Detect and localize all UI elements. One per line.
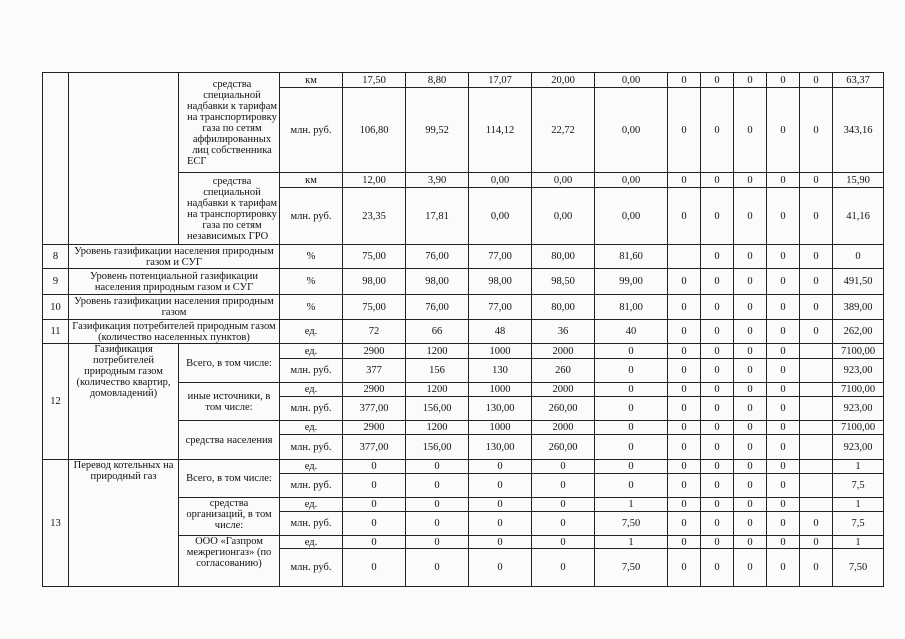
value-cell: 12,00 [343, 173, 406, 188]
table-row [43, 295, 884, 320]
value-cell: 0 [701, 245, 734, 269]
value-cell: 0 [668, 295, 701, 320]
name-cell-empty [69, 73, 179, 245]
value-cell: 0 [701, 73, 734, 88]
value-cell: 0 [595, 383, 668, 397]
total-cell: 389,00 [833, 295, 884, 320]
value-cell: 377 [343, 359, 406, 383]
value-cell: 0 [701, 88, 734, 173]
total-cell: 15,90 [833, 173, 884, 188]
value-cell: 0 [668, 460, 701, 474]
value-cell [800, 435, 833, 460]
unit-cell: ед. [280, 460, 343, 474]
unit-cell: ед. [280, 344, 343, 359]
value-cell: 0 [734, 536, 767, 549]
value-cell: 0 [343, 536, 406, 549]
index-cell-empty [43, 73, 69, 245]
value-cell: 0 [734, 320, 767, 344]
value-cell: 17,07 [469, 73, 532, 88]
value-cell: 0,00 [469, 173, 532, 188]
value-cell [800, 421, 833, 435]
unit-cell: млн. руб. [280, 512, 343, 536]
value-cell: 0 [734, 269, 767, 295]
value-cell: 0 [800, 173, 833, 188]
row-number: 8 [43, 245, 69, 269]
value-cell: 0 [767, 498, 800, 512]
value-cell: 0 [668, 512, 701, 536]
value-cell: 77,00 [469, 295, 532, 320]
value-cell: 0 [406, 474, 469, 498]
value-cell: 0 [734, 435, 767, 460]
value-cell: 0 [668, 73, 701, 88]
value-cell: 0 [701, 421, 734, 435]
value-cell: 0,00 [532, 188, 595, 245]
total-cell: 491,50 [833, 269, 884, 295]
value-cell: 130 [469, 359, 532, 383]
value-cell: 0 [701, 512, 734, 536]
value-cell: 2900 [343, 383, 406, 397]
value-cell: 1200 [406, 383, 469, 397]
row-label: Газификация потребителей природным газом (количество населенных пунктов) [69, 320, 280, 344]
table-row [43, 73, 884, 88]
value-cell: 20,00 [532, 73, 595, 88]
total-cell: 63,37 [833, 73, 884, 88]
value-cell: 0 [406, 498, 469, 512]
row-label: Газификация потребителей природным газом (количество квартир, домовладений) [69, 344, 179, 460]
value-cell: 23,35 [343, 188, 406, 245]
value-cell: 99,00 [595, 269, 668, 295]
value-cell: 81,60 [595, 245, 668, 269]
value-cell: 17,81 [406, 188, 469, 245]
value-cell: 0,00 [595, 188, 668, 245]
value-cell: 0 [701, 173, 734, 188]
value-cell: 0 [767, 512, 800, 536]
value-cell: 0 [767, 269, 800, 295]
unit-cell: млн. руб. [280, 435, 343, 460]
value-cell: 0 [668, 344, 701, 359]
value-cell: 2000 [532, 344, 595, 359]
value-cell: 0 [469, 549, 532, 587]
value-cell: 0 [668, 383, 701, 397]
value-cell: 7,50 [595, 512, 668, 536]
value-cell: 1000 [469, 344, 532, 359]
value-cell: 0 [406, 460, 469, 474]
value-cell: 0 [800, 269, 833, 295]
value-cell: 0 [406, 549, 469, 587]
value-cell [800, 359, 833, 383]
row-label: средства специальной надбавки к тарифам на транспортировку газа по сетям аффилированных лиц собственника ЕСГ [179, 73, 280, 173]
value-cell: 76,00 [406, 295, 469, 320]
value-cell: 0 [701, 460, 734, 474]
value-cell: 0 [701, 188, 734, 245]
row-label: Перевод котельных на природный газ [69, 460, 179, 587]
value-cell: 0 [701, 549, 734, 587]
unit-cell: км [280, 173, 343, 188]
value-cell: 0 [734, 512, 767, 536]
row-label: Уровень газификации населения природным газом и СУГ [69, 245, 280, 269]
value-cell: 0 [800, 320, 833, 344]
value-cell: 0 [595, 460, 668, 474]
total-cell: 923,00 [833, 397, 884, 421]
value-cell: 99,52 [406, 88, 469, 173]
value-cell: 0 [668, 359, 701, 383]
value-cell: 3,90 [406, 173, 469, 188]
value-cell: 0 [595, 421, 668, 435]
value-cell [668, 245, 701, 269]
value-cell: 0 [595, 359, 668, 383]
unit-cell: % [280, 269, 343, 295]
sub-label: средства населения [179, 421, 280, 460]
value-cell: 81,00 [595, 295, 668, 320]
unit-cell: млн. руб. [280, 359, 343, 383]
value-cell: 76,00 [406, 245, 469, 269]
value-cell: 0 [734, 549, 767, 587]
value-cell: 8,80 [406, 73, 469, 88]
value-cell: 0 [767, 344, 800, 359]
value-cell: 0 [668, 320, 701, 344]
value-cell: 0 [734, 383, 767, 397]
value-cell: 0 [595, 397, 668, 421]
value-cell: 260,00 [532, 435, 595, 460]
unit-cell: % [280, 245, 343, 269]
total-cell: 923,00 [833, 435, 884, 460]
value-cell: 0 [767, 383, 800, 397]
value-cell: 0 [701, 536, 734, 549]
value-cell: 1000 [469, 421, 532, 435]
total-cell: 343,16 [833, 88, 884, 173]
value-cell: 0 [734, 498, 767, 512]
value-cell: 377,00 [343, 435, 406, 460]
unit-cell: млн. руб. [280, 397, 343, 421]
value-cell: 0 [800, 245, 833, 269]
value-cell: 0 [701, 295, 734, 320]
value-cell: 7,50 [595, 549, 668, 587]
value-cell: 22,72 [532, 88, 595, 173]
sub-label: Всего, в том числе: [179, 460, 280, 498]
value-cell: 0 [734, 173, 767, 188]
value-cell: 0 [701, 344, 734, 359]
value-cell: 1000 [469, 383, 532, 397]
total-cell: 262,00 [833, 320, 884, 344]
value-cell: 0 [532, 512, 595, 536]
total-cell: 1 [833, 536, 884, 549]
value-cell: 0 [767, 474, 800, 498]
unit-cell: км [280, 73, 343, 88]
unit-cell: ед. [280, 320, 343, 344]
value-cell: 0 [469, 536, 532, 549]
unit-cell: млн. руб. [280, 549, 343, 587]
value-cell: 98,00 [406, 269, 469, 295]
value-cell: 0 [668, 549, 701, 587]
value-cell: 0 [767, 536, 800, 549]
value-cell: 0 [595, 474, 668, 498]
value-cell: 0 [767, 173, 800, 188]
value-cell: 0,00 [595, 173, 668, 188]
value-cell: 0 [668, 397, 701, 421]
value-cell: 75,00 [343, 295, 406, 320]
value-cell: 0,00 [532, 173, 595, 188]
value-cell: 0 [668, 435, 701, 460]
value-cell: 17,50 [343, 73, 406, 88]
value-cell: 0 [469, 512, 532, 536]
table-row [43, 320, 884, 344]
value-cell: 0 [734, 88, 767, 173]
total-cell: 7100,00 [833, 344, 884, 359]
value-cell: 130,00 [469, 397, 532, 421]
value-cell: 77,00 [469, 245, 532, 269]
value-cell: 130,00 [469, 435, 532, 460]
value-cell: 0 [800, 512, 833, 536]
value-cell: 0 [767, 359, 800, 383]
value-cell: 1200 [406, 344, 469, 359]
total-cell: 1 [833, 498, 884, 512]
value-cell: 0 [406, 536, 469, 549]
value-cell: 0,00 [595, 88, 668, 173]
value-cell: 98,50 [532, 269, 595, 295]
value-cell: 156,00 [406, 397, 469, 421]
table-row [43, 245, 884, 269]
value-cell: 106,80 [343, 88, 406, 173]
row-label: Уровень потенциальной газификации населения природным газом и СУГ [69, 269, 280, 295]
value-cell: 0 [734, 474, 767, 498]
value-cell: 0 [800, 73, 833, 88]
value-cell: 0 [734, 397, 767, 421]
value-cell: 0 [668, 536, 701, 549]
value-cell: 98,00 [469, 269, 532, 295]
value-cell: 0 [701, 320, 734, 344]
value-cell: 0 [701, 498, 734, 512]
value-cell: 0 [800, 188, 833, 245]
value-cell: 0 [469, 498, 532, 512]
value-cell: 0,00 [469, 188, 532, 245]
value-cell: 0 [734, 245, 767, 269]
value-cell: 2000 [532, 383, 595, 397]
total-cell: 0 [833, 245, 884, 269]
value-cell: 0 [767, 73, 800, 88]
value-cell: 80,00 [532, 295, 595, 320]
value-cell: 0 [532, 536, 595, 549]
value-cell: 48 [469, 320, 532, 344]
value-cell: 0 [668, 173, 701, 188]
row-number: 11 [43, 320, 69, 344]
value-cell: 0 [343, 498, 406, 512]
value-cell: 0 [406, 512, 469, 536]
value-cell: 0 [668, 474, 701, 498]
value-cell: 114,12 [469, 88, 532, 173]
value-cell: 2900 [343, 421, 406, 435]
value-cell [800, 397, 833, 421]
row-number: 12 [43, 344, 69, 460]
value-cell: 98,00 [343, 269, 406, 295]
row-label: средства специальной надбавки к тарифам на транспортировку газа по сетям независимых ГРО [179, 173, 280, 245]
value-cell: 0 [734, 359, 767, 383]
value-cell: 0 [734, 460, 767, 474]
value-cell: 156,00 [406, 435, 469, 460]
row-label: Уровень газификации населения природным газом [69, 295, 280, 320]
value-cell: 0 [343, 474, 406, 498]
value-cell: 0 [701, 435, 734, 460]
value-cell: 1 [595, 498, 668, 512]
value-cell: 156 [406, 359, 469, 383]
total-cell: 7,5 [833, 474, 884, 498]
unit-cell: ед. [280, 536, 343, 549]
unit-cell: % [280, 295, 343, 320]
total-cell: 1 [833, 460, 884, 474]
value-cell: 0 [668, 88, 701, 173]
value-cell: 36 [532, 320, 595, 344]
value-cell: 0 [800, 536, 833, 549]
value-cell: 0 [532, 460, 595, 474]
row-number: 13 [43, 460, 69, 587]
value-cell: 75,00 [343, 245, 406, 269]
value-cell: 260 [532, 359, 595, 383]
table-row [43, 344, 884, 359]
sub-label: ООО «Газпром межрегионгаз» (по согласованию) [179, 536, 280, 587]
table-row [43, 269, 884, 295]
unit-cell: млн. руб. [280, 188, 343, 245]
value-cell: 0 [469, 474, 532, 498]
value-cell: 2000 [532, 421, 595, 435]
value-cell: 0 [343, 460, 406, 474]
total-cell: 923,00 [833, 359, 884, 383]
value-cell: 0 [701, 474, 734, 498]
value-cell: 0,00 [595, 73, 668, 88]
value-cell: 0 [668, 421, 701, 435]
value-cell: 0 [469, 460, 532, 474]
value-cell: 0 [800, 549, 833, 587]
unit-cell: ед. [280, 383, 343, 397]
total-cell: 7100,00 [833, 383, 884, 397]
value-cell: 0 [734, 295, 767, 320]
value-cell: 0 [767, 320, 800, 344]
value-cell: 1 [595, 536, 668, 549]
value-cell: 0 [734, 188, 767, 245]
value-cell: 260,00 [532, 397, 595, 421]
value-cell: 0 [767, 88, 800, 173]
value-cell [800, 474, 833, 498]
value-cell: 80,00 [532, 245, 595, 269]
value-cell: 0 [668, 498, 701, 512]
value-cell: 0 [734, 421, 767, 435]
value-cell [800, 383, 833, 397]
total-cell: 7100,00 [833, 421, 884, 435]
value-cell: 0 [701, 383, 734, 397]
value-cell: 0 [343, 512, 406, 536]
total-cell: 7,50 [833, 549, 884, 587]
unit-cell: ед. [280, 421, 343, 435]
sub-label: Всего, в том числе: [179, 344, 280, 383]
unit-cell: млн. руб. [280, 88, 343, 173]
value-cell: 0 [767, 295, 800, 320]
value-cell: 0 [734, 73, 767, 88]
value-cell: 0 [701, 397, 734, 421]
value-cell: 66 [406, 320, 469, 344]
value-cell: 0 [595, 435, 668, 460]
value-cell: 0 [767, 460, 800, 474]
value-cell: 0 [767, 421, 800, 435]
value-cell [800, 460, 833, 474]
value-cell: 0 [595, 344, 668, 359]
value-cell: 0 [767, 549, 800, 587]
gasification-table [42, 72, 884, 587]
value-cell: 0 [668, 269, 701, 295]
value-cell [800, 498, 833, 512]
sub-label: средства организаций, в том числе: [179, 498, 280, 536]
value-cell: 0 [767, 435, 800, 460]
row-number: 10 [43, 295, 69, 320]
value-cell: 0 [800, 88, 833, 173]
table-row [43, 460, 884, 474]
total-cell: 41,16 [833, 188, 884, 245]
row-number: 9 [43, 269, 69, 295]
value-cell: 0 [734, 344, 767, 359]
value-cell: 0 [532, 498, 595, 512]
value-cell: 0 [767, 245, 800, 269]
value-cell: 40 [595, 320, 668, 344]
total-cell: 7,5 [833, 512, 884, 536]
value-cell: 72 [343, 320, 406, 344]
value-cell: 377,00 [343, 397, 406, 421]
value-cell: 2900 [343, 344, 406, 359]
value-cell: 0 [668, 188, 701, 245]
unit-cell: ед. [280, 498, 343, 512]
value-cell: 0 [532, 549, 595, 587]
value-cell: 0 [343, 549, 406, 587]
value-cell: 0 [701, 359, 734, 383]
value-cell: 0 [767, 188, 800, 245]
value-cell: 0 [800, 295, 833, 320]
sub-label: иные источники, в том числе: [179, 383, 280, 421]
value-cell: 1200 [406, 421, 469, 435]
value-cell [800, 344, 833, 359]
value-cell: 0 [532, 474, 595, 498]
value-cell: 0 [701, 269, 734, 295]
value-cell: 0 [767, 397, 800, 421]
unit-cell: млн. руб. [280, 474, 343, 498]
